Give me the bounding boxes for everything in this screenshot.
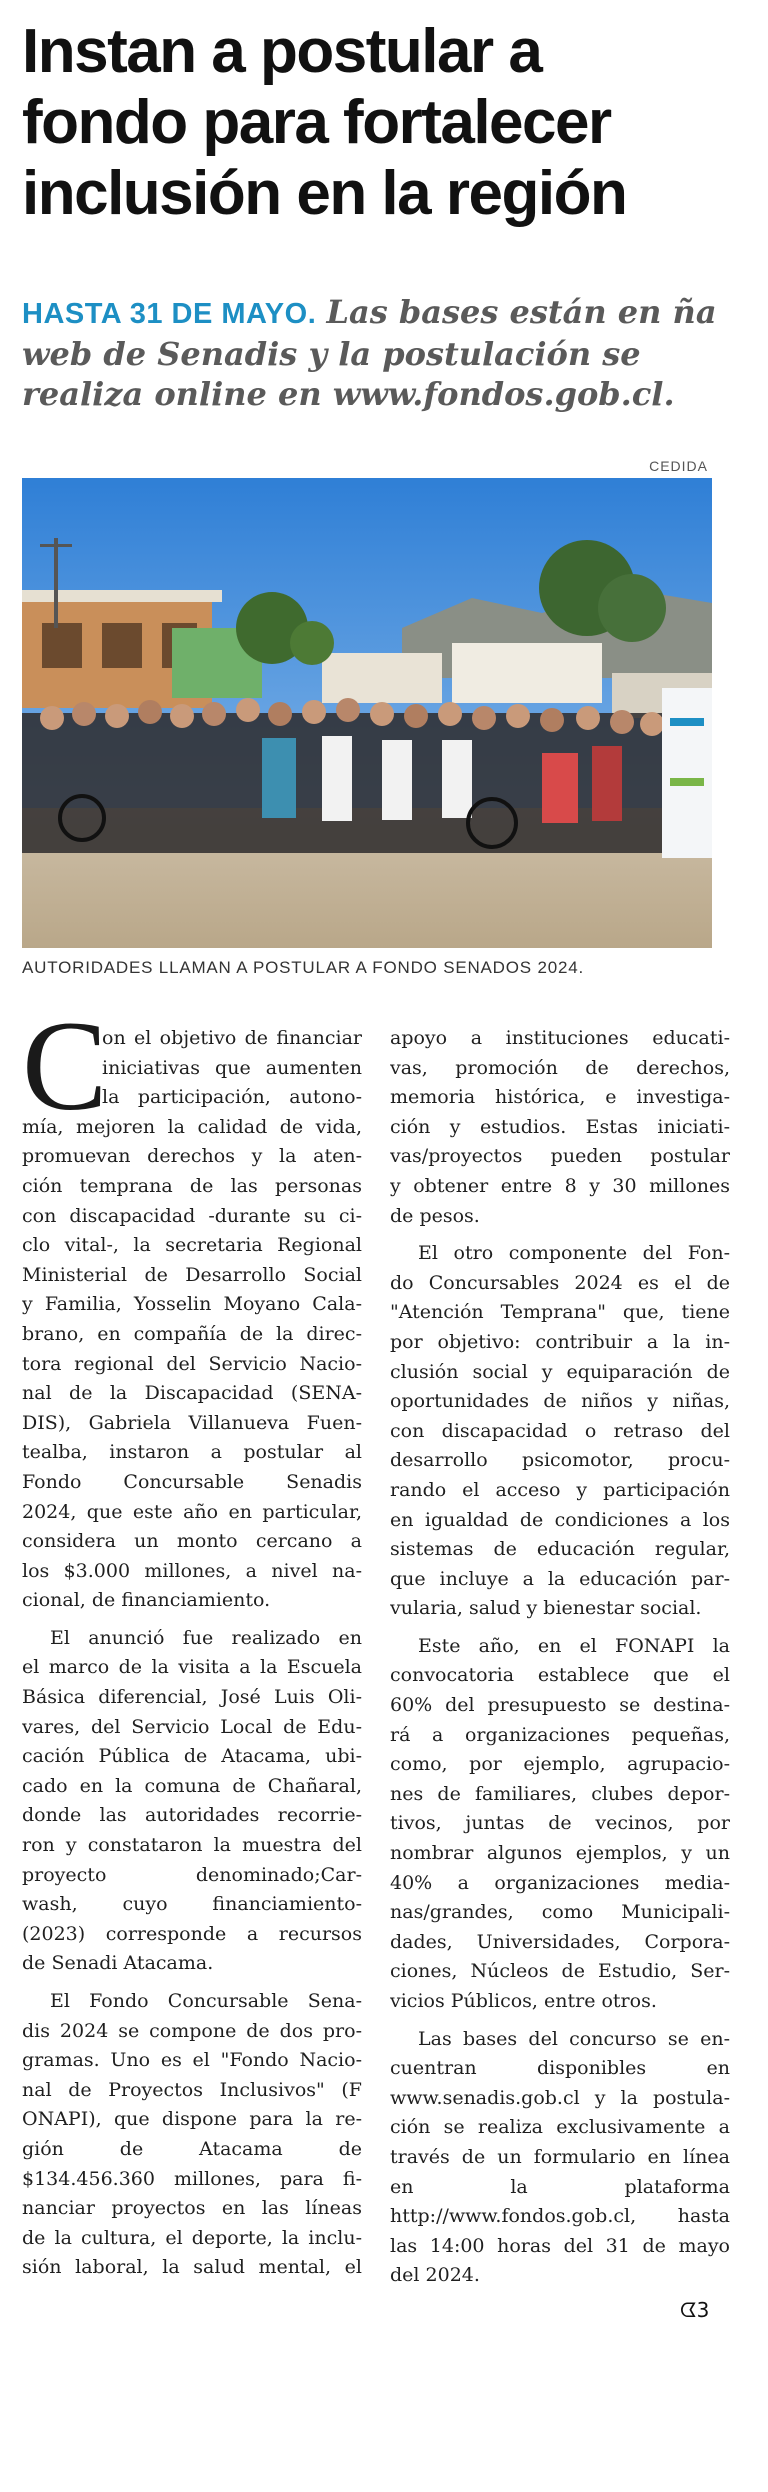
text-line: nas/grandes, como Municipali-	[390, 1901, 730, 1924]
text-line: sión laboral, la salud mental, el	[22, 2256, 362, 2279]
text-line: http://www.fondos.gob.cl, hasta	[390, 2205, 730, 2228]
text-line: y Familia, Yosselin Moyano Cala-	[22, 1293, 362, 1316]
text-line: nes de familiares, clubes depor-	[390, 1782, 730, 1805]
text-line: dades, Universidades, Corpora-	[390, 1930, 730, 1953]
text-line: Este año, en el FONAPI la	[418, 1634, 730, 1657]
text-line: wash, cuyo financiamiento-	[22, 1893, 362, 1916]
text-line: vas, promoción de derechos,	[390, 1056, 730, 1079]
text-line: que incluye a la educación par-	[390, 1567, 730, 1590]
text-line: por objetivo: contribuir a la in-	[390, 1330, 730, 1353]
text-line: ción temprana de las personas	[22, 1174, 362, 1197]
text-line: $134.456.360 millones, para fi-	[22, 2167, 362, 2190]
headline-line: inclusión en la región	[22, 159, 627, 228]
text-line: (2023) corresponde a recursos	[22, 1922, 362, 1945]
text-line: ción y estudios. Estas iniciati-	[390, 1115, 730, 1138]
text-line: Las bases del concurso se en-	[418, 2027, 730, 2050]
text-line: el marco de la visita a la Escuela	[22, 1656, 362, 1679]
text-line: oportunidades de niños y niñas,	[390, 1390, 730, 1413]
text-line: nal de Proyectos Inclusivos" (F	[22, 2078, 362, 2101]
text-line: la participación, autono-	[102, 1086, 362, 1109]
text-line: desarrollo psicomotor, procu-	[390, 1449, 730, 1472]
lead-paragraph	[22, 292, 722, 414]
text-line: DIS), Gabriela Villanueva Fuen-	[22, 1411, 362, 1434]
text-line: Ministerial de Desarrollo Social	[22, 1263, 362, 1286]
text-line: los $3.000 millones, a nivel na-	[22, 1559, 362, 1582]
text-line: donde las autoridades recorrie-	[22, 1804, 362, 1827]
photo-credit: CEDIDA	[649, 458, 708, 474]
text-line: en la plataforma	[390, 2175, 730, 2198]
text-line: con discapacidad -durante su ci-	[22, 1204, 362, 1227]
text-line: iniciativas que aumenten	[102, 1056, 362, 1079]
text-line: brano, en compañía de la direc-	[22, 1322, 362, 1345]
text-line: clo vital-, la secretaria Regional	[22, 1234, 362, 1257]
text-line: nal de la Discapacidad (SENA-	[22, 1382, 362, 1405]
text-line: ción se realiza exclusivamente a	[390, 2116, 730, 2139]
text-line: de Senadi Atacama.	[22, 1952, 214, 1975]
text-line: "Atención Temprana" que, tiene	[390, 1301, 730, 1324]
text-line: rá a organizaciones pequeñas,	[390, 1723, 730, 1746]
text-line: rando el acceso y participación	[390, 1478, 730, 1501]
text-line: cuentran disponibles en	[390, 2057, 730, 2080]
text-line: ron y constataron la muestra del	[22, 1834, 362, 1857]
text-line: tealba, instaron a postular al	[22, 1441, 362, 1464]
text-line: tora regional del Servicio Nacio-	[22, 1352, 362, 1375]
text-line: Fondo Concursable Senadis	[22, 1470, 362, 1493]
text-line: on el objetivo de financiar	[102, 1027, 362, 1049]
headline-line: fondo para fortalecer	[22, 88, 611, 157]
article-photo	[22, 478, 712, 948]
text-line: El anunció fue realizado en	[50, 1626, 362, 1649]
body-column-right	[390, 1024, 730, 2291]
end-mark-icon: ᗧ3	[680, 2298, 710, 2322]
text-line: proyecto denominado;Car-	[22, 1863, 362, 1886]
text-line: 60% del presupuesto se destina-	[390, 1694, 730, 1717]
text-line: 2024, que este año en particular,	[22, 1500, 362, 1523]
text-line: tivos, juntas de vecinos, por	[390, 1812, 730, 1835]
text-line: mía, mejoren la calidad de vida,	[22, 1115, 362, 1138]
drop-cap: C	[22, 995, 108, 1137]
text-line: nanciar proyectos en las líneas	[22, 2197, 362, 2220]
text-line: las 14:00 horas del 31 de mayo	[390, 2234, 730, 2257]
text-line: El Fondo Concursable Sena-	[50, 1990, 362, 2012]
text-line: www.senadis.gob.cl y la postula-	[390, 2086, 730, 2109]
text-line: nombrar algunos ejemplos, y un	[390, 1842, 730, 1865]
text-line: como, por ejemplo, agrupacio-	[390, 1753, 730, 1776]
text-line: vularia, salud y bienestar social.	[390, 1597, 702, 1620]
text-line: vares, del Servicio Local de Edu-	[22, 1715, 362, 1738]
text-line: ciones, Núcleos de Estudio, Ser-	[390, 1960, 730, 1983]
text-line: apoyo a instituciones educati-	[390, 1027, 730, 1049]
text-line: cional, de financiamiento.	[22, 1589, 271, 1612]
text-line: de pesos.	[390, 1204, 480, 1227]
group-of-people	[22, 698, 664, 853]
headline	[22, 16, 752, 229]
text-line: convocatoria establece que el	[390, 1664, 730, 1687]
photo-caption: AUTORIDADES LLAMAN A POSTULAR A FONDO SENADOS 2024.	[22, 958, 584, 977]
text-line: en igualdad de condiciones a los	[390, 1508, 730, 1531]
text-line: El otro componente del Fon-	[418, 1242, 730, 1265]
text-line: del 2024.	[390, 2264, 480, 2287]
text-line: ONAPI), que dispone para la re-	[22, 2108, 362, 2131]
lead-deck: Las bases están en ña web de Senadis y la postulación se realiza online en www.fondos.gob.cl.	[22, 293, 717, 413]
text-line: gramas. Uno es el "Fondo Nacio-	[22, 2049, 362, 2072]
text-line: gión de Atacama de	[22, 2137, 362, 2160]
text-line: clusión social y equiparación de	[390, 1360, 730, 1383]
text-line: de la cultura, el deporte, la inclu-	[22, 2226, 362, 2249]
text-line: vas/proyectos pueden postular	[390, 1145, 730, 1168]
text-line: do Concursables 2024 es el de	[390, 1271, 730, 1294]
text-line: vicios Públicos, entre otros.	[390, 1990, 657, 2012]
body-column-left	[22, 1024, 362, 2283]
text-line: 40% a organizaciones media-	[390, 1871, 730, 1894]
text-line: sistemas de educación regular,	[390, 1538, 730, 1561]
lead-kicker: HASTA 31 DE MAYO.	[22, 298, 317, 330]
text-line: memoria histórica, e investiga-	[390, 1086, 730, 1109]
text-line: promuevan derechos y la aten-	[22, 1145, 362, 1168]
text-line: través de un formulario en línea	[390, 2145, 730, 2168]
text-line: cado en la comuna de Chañaral,	[22, 1774, 362, 1797]
text-line: considera un monto cercano a	[22, 1530, 362, 1553]
text-line: dis 2024 se compone de dos pro-	[22, 2019, 362, 2042]
text-line: con discapacidad o retraso del	[390, 1419, 730, 1442]
headline-line: Instan a postular a	[22, 17, 542, 86]
text-line: y obtener entre 8 y 30 millones	[390, 1174, 730, 1197]
text-line: Básica diferencial, José Luis Oli-	[22, 1686, 362, 1709]
text-line: cación Pública de Atacama, ubi-	[22, 1745, 362, 1768]
